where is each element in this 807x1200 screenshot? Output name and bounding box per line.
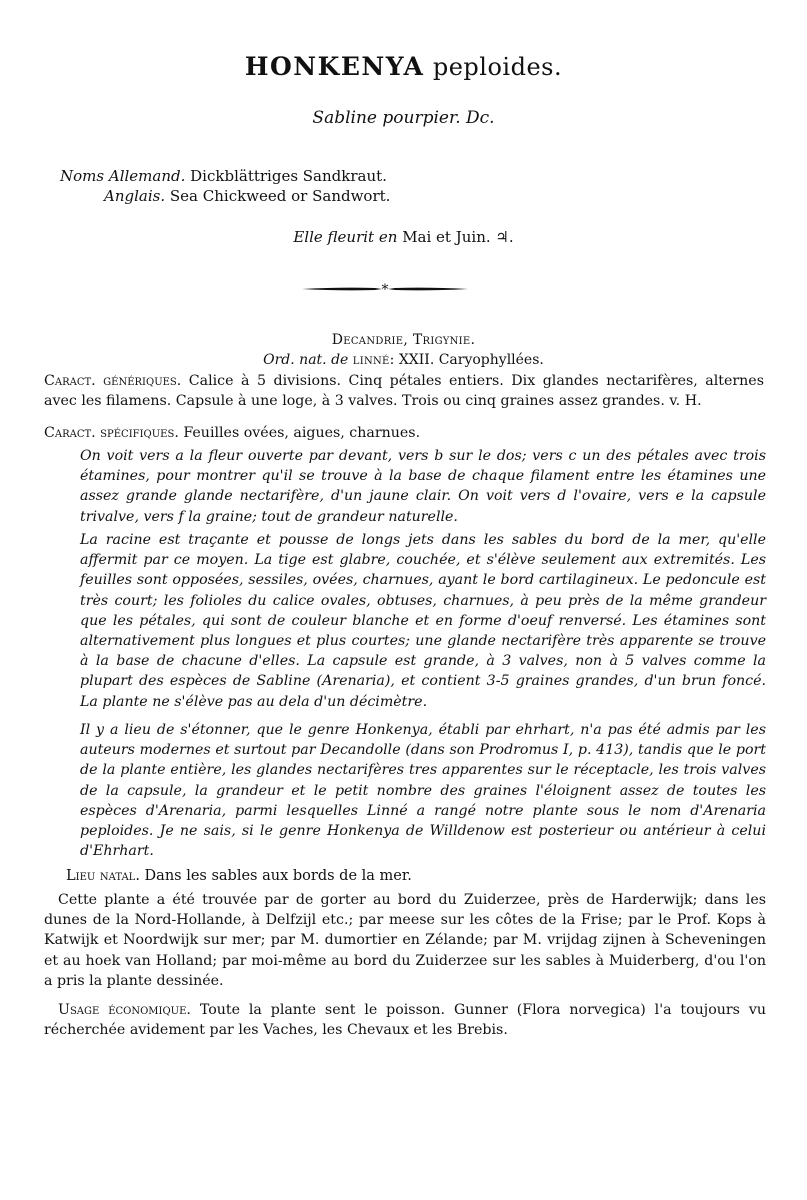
svg-text:*: *: [381, 282, 389, 296]
ornament-divider: [300, 282, 470, 296]
flowering-period: [0, 228, 807, 246]
english-name-row: [60, 186, 390, 206]
specific-characters-text: Feuilles ovées, aigues, charnues.: [183, 425, 421, 441]
species-name: peploides.: [432, 53, 563, 81]
english-label: Anglais.: [104, 187, 166, 205]
english-name: Sea Chickweed or Sandwort.: [169, 187, 391, 205]
german-label: Allemand.: [108, 167, 186, 185]
german-name-row: [60, 166, 390, 186]
plant-description: La racine est traçante et pousse de longs jets dans les sables du bord de la mer, qu'elle affermit par ce moyen. La tige est glabre, couchée, et s'élève seulement aux extremités. Les feuilles sont opposées, sessiles, ovées, charnues, ayant le bord cartilagineux. Le pedoncule est très court; les folioles du calice ovales, obtuses, charnues, à peu près de la même grandeur que les pétales, qui sont de couleur blanche et en forme d'oeuf renversé. Les étamines sont alternativement plus longues et plus courtes; une glande nectarifère très apparente se trouve à la base de chacune d'elles. La capsule est grande, à 3 valves, non à 5 valves comme la plupart des espèces de Sabline (Arenaria), et contient 3-5 graines grandes, d'un brun foncé. La plante ne s'élève pas au dela d'un décimètre.: [80, 532, 766, 710]
genus-discussion: Il y a lieu de s'étonner, que le genre Honkenya, établi par ehrhart, n'a pas été admis par les auteurs modernes et surtout par Decandolle (dans son Prodromus I, p. 413), tandis que le port de la plante entière, les glandes nectarifères tres apparentes sur le réceptacle, les trois valves de la capsule, la grandeur et le petit nombre des graines l'éloignent assez de toutes les espèces d'Arenaria, parmi lesquelles Linné a rangé notre plante sous le nom d'Arenaria peploides. Je ne sais, si le genre Honkenya de Willdenow est posterieur ou antérieur à celui d'Ehrhart.: [80, 722, 766, 860]
flowering-label: Elle fleurit en: [293, 228, 398, 246]
generic-characters-text: Calice à 5 divisions. Cinq pétales entiers. Dix glandes nectarifères, alternes avec les filamens. Capsule à une loge, à 3 valves. Trois ou cinq graines assez grandes. v. H.: [44, 373, 764, 409]
page-title: [0, 52, 807, 81]
specific-characters: [44, 424, 764, 444]
habitat-text: Dans les sables aux bords de la mer.: [144, 868, 412, 884]
localities: Cette plante a été trouvée par de gorter au bord du Zuiderzee, près de Harderwijk; dans les dunes de la Nord-Hollande, à Delfzijl etc.; par meese sur les côtes de la Frise; par le Prof. Kops à Katwijk et Noordwijk sur mer; par M. dumortier en Zélande; par M. vrijdag zijnen à Scheveningen et au hoek van Holland; par moi-même au bord du Zuiderzee sur les sables à Muiderberg, d'ou l'on a pris la plante dessinée.: [44, 892, 766, 989]
habitat: [66, 868, 412, 884]
natural-order-label: Ord. nat. de: [263, 352, 349, 368]
linnean-class: Decandrie, Trigynie.: [331, 332, 476, 348]
habitat-label: Lieu natal.: [66, 868, 140, 884]
vernacular-names: [60, 166, 390, 206]
figure-description: On voit vers a la fleur ouverte par devant, vers b sur le dos; vers c un des pétales avec trois étamines, pour montrer qu'il se trouve à la base de chaque filament entre les étamines une assez grande glande nectarifère, d'un jaune clair. On voit vers d l'ovaire, vers e la capsule trivalve, vers f la graine; tout de grandeur naturelle.: [80, 448, 766, 525]
economic-usage-text: Toute la plante sent le poisson. Gunner (Flora norvegica) l'a toujours vu récherchée avidement par les Vaches, les Chevaux et les Brebis.: [44, 1002, 766, 1039]
family-name: : XXII. Caryophyllées.: [389, 352, 544, 368]
generic-characters-label: Caract. génériques.: [44, 373, 182, 389]
genus-name: HONKENYA: [244, 52, 425, 81]
german-name: Dickblättriges Sandkraut.: [190, 167, 387, 185]
economic-usage-label: Usage économique.: [58, 1002, 191, 1018]
linne-name: linné: [352, 352, 390, 368]
generic-characters: [44, 372, 764, 411]
noms-label: Noms: [60, 167, 105, 185]
flowering-months: Mai et Juin. ♃.: [402, 228, 514, 246]
economic-usage: [44, 1000, 766, 1040]
french-name: Sabline pourpier. Dc.: [312, 108, 495, 128]
classification: [0, 330, 807, 370]
natural-order: [0, 350, 807, 370]
specific-characters-label: Caract. spécifiques.: [44, 425, 179, 441]
